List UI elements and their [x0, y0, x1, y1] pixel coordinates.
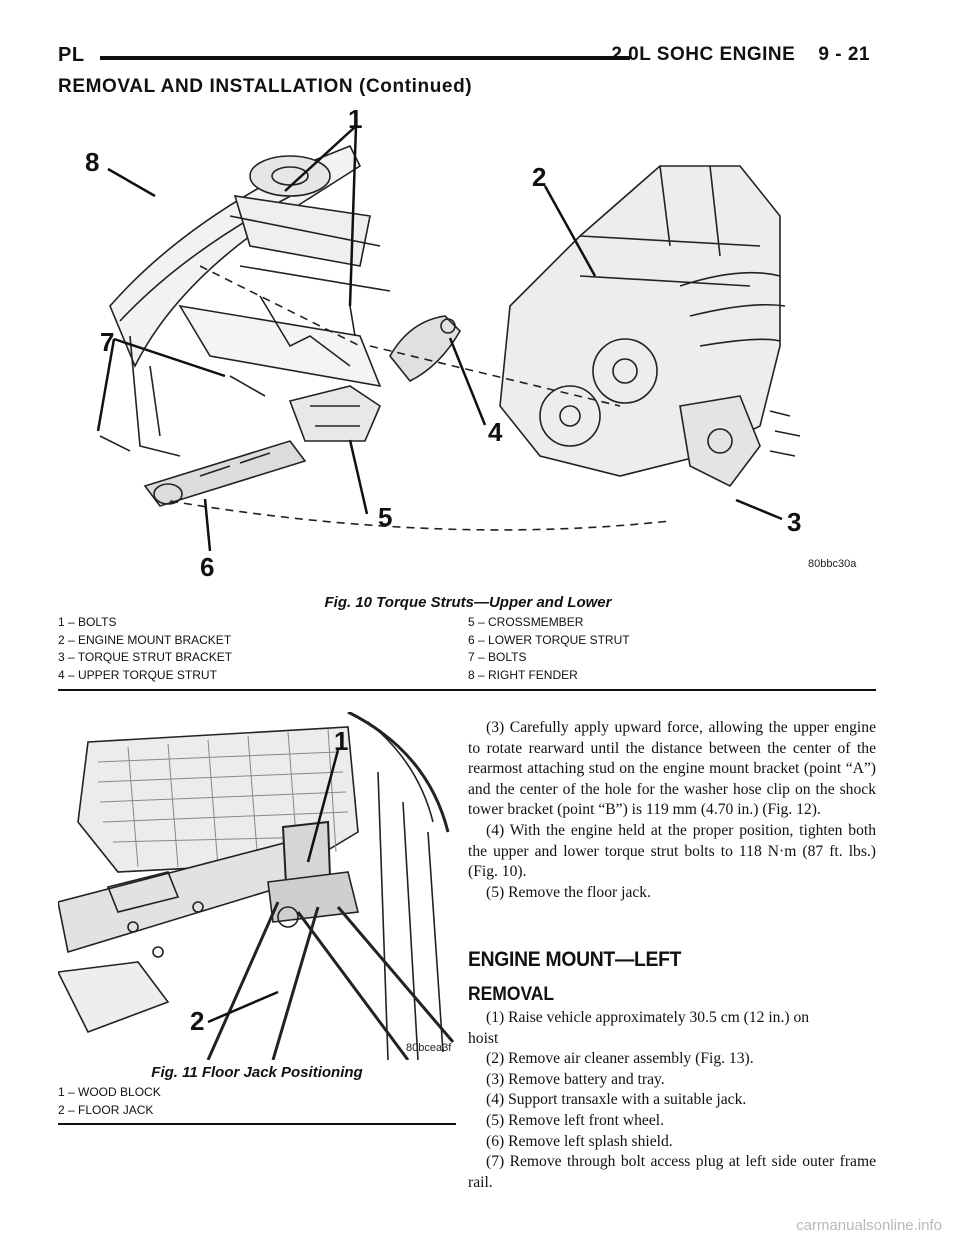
figure-10-legend-left: [58, 614, 232, 684]
figure-10-legend-right: [468, 614, 630, 684]
callout-2: 2: [532, 162, 547, 192]
removal-step: (6) Remove left splash shield.: [486, 1132, 673, 1150]
callout-1: 1: [334, 726, 349, 756]
figure-11-rule: [58, 1123, 456, 1125]
section-title: REMOVAL AND INSTALLATION (Continued): [58, 76, 473, 97]
header-page-title: 2.0L SOHC ENGINE 9 - 21: [611, 44, 870, 65]
callout-8: 8: [85, 147, 100, 177]
step-5: (5) Remove the floor jack.: [486, 883, 651, 901]
watermark: carmanualsonline.info: [796, 1217, 942, 1234]
legend-item: 7 – BOLTS: [468, 650, 527, 664]
figure-11-illustration: [58, 712, 456, 1060]
callout-2: 2: [190, 1006, 205, 1036]
removal-step: hoist: [468, 1029, 499, 1047]
callout-3: 3: [787, 507, 802, 537]
legend-item: 1 – WOOD BLOCK: [58, 1085, 161, 1099]
legend-item: 4 – UPPER TORQUE STRUT: [58, 667, 217, 682]
removal-step: (1) Raise vehicle approximately 30.5 cm (12 in.) on: [486, 1009, 810, 1026]
figure-10-rule: [58, 689, 876, 691]
legend-item: 6 – LOWER TORQUE STRUT: [468, 632, 630, 647]
removal-steps: [468, 1008, 876, 1193]
legend-item: 1 – BOLTS: [58, 615, 117, 629]
step-4: (4) With the engine held at the proper position, tighten both the upper and lower torque strut bolts to 118 N·m (87 ft. lbs.) (Fig. 10).: [468, 821, 876, 881]
procedure-text: [468, 718, 876, 903]
callout-1: 1: [348, 106, 363, 134]
legend-item: 8 – RIGHT FENDER: [468, 667, 578, 682]
header-section-code: PL: [58, 44, 85, 66]
callout-6: 6: [200, 552, 215, 582]
heading-engine-mount-left: ENGINE MOUNT—LEFT: [468, 948, 682, 971]
callout-5: 5: [378, 502, 393, 532]
callout-7: 7: [100, 327, 115, 357]
figure-11-title: Fig. 11 Floor Jack Positioning: [151, 1064, 363, 1081]
removal-step: (2) Remove air cleaner assembly (Fig. 13).: [486, 1050, 754, 1068]
legend-item: 2 – ENGINE MOUNT BRACKET: [58, 632, 232, 647]
figure-11-legend: [58, 1084, 161, 1119]
removal-step: (7) Remove through bolt access plug at left side outer frame rail.: [468, 1153, 876, 1191]
figure-10-illustration: [60, 106, 880, 586]
legend-item: 2 – FLOOR JACK: [58, 1102, 154, 1117]
header-rule: [100, 56, 630, 60]
figure-10-title: Fig. 10 Torque Struts—Upper and Lower: [324, 594, 612, 611]
figure-11-code: 80bcea3f: [406, 1042, 452, 1054]
figure-10-code: 80bbc30a: [808, 558, 857, 570]
legend-item: 3 – TORQUE STRUT BRACKET: [58, 650, 233, 664]
floor-jack-drawing: [58, 712, 456, 1060]
removal-step: (4) Support transaxle with a suitable jack.: [486, 1091, 747, 1109]
callout-4: 4: [488, 417, 503, 447]
heading-removal: REMOVAL: [468, 984, 555, 1005]
step-3: (3) Carefully apply upward force, allowing the upper engine to rotate rearward until the distance between the center of the rearmost attaching stud on the engine mount bracket (point “A”) and the center of the hole for the washer hose clip on the shock tower bracket (point “B”) is 119 mm (4.70 in.) (Fig. 12).: [468, 719, 876, 819]
legend-item: 5 – CROSSMEMBER: [468, 615, 584, 629]
torque-struts-drawing: [60, 106, 880, 586]
removal-step: (5) Remove left front wheel.: [486, 1111, 664, 1129]
removal-step: (3) Remove battery and tray.: [486, 1070, 665, 1088]
